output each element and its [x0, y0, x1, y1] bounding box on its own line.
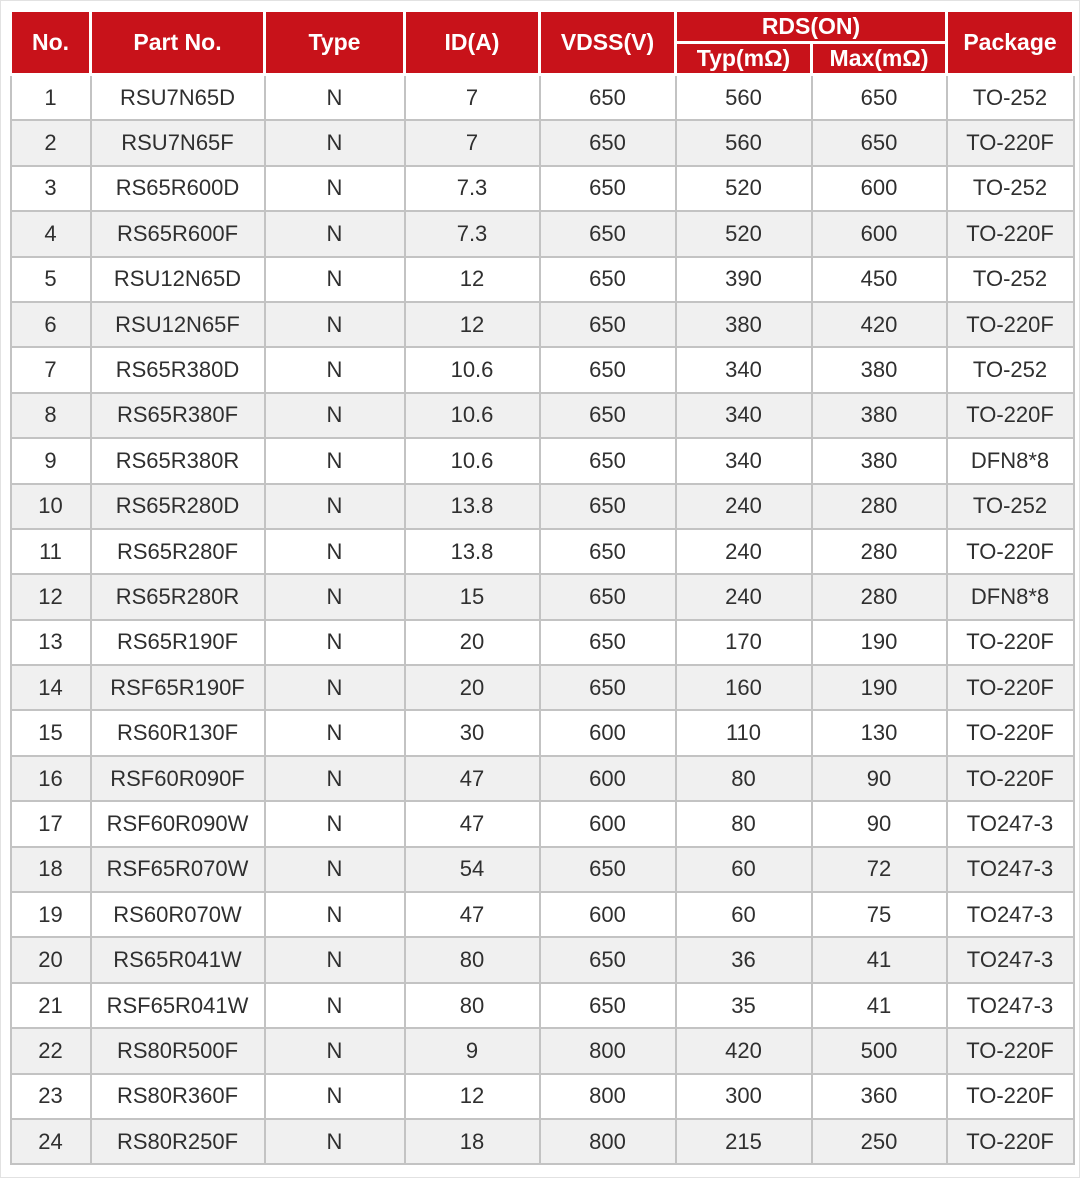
cell-package: TO-220F — [947, 120, 1074, 165]
cell-id: 7 — [405, 75, 540, 121]
cell-rds-max: 250 — [812, 1119, 947, 1164]
cell-vdss: 600 — [540, 801, 676, 846]
cell-part-no: RSU7N65D — [91, 75, 265, 121]
cell-id: 12 — [405, 302, 540, 347]
cell-rds-max: 600 — [812, 211, 947, 256]
cell-package: TO247-3 — [947, 892, 1074, 937]
cell-no: 2 — [11, 120, 91, 165]
cell-id: 30 — [405, 710, 540, 755]
cell-type: N — [265, 257, 405, 302]
cell-package: TO247-3 — [947, 983, 1074, 1028]
cell-package: TO-220F — [947, 1119, 1074, 1164]
cell-rds-typ: 520 — [676, 211, 812, 256]
col-header-type: Type — [265, 11, 405, 75]
cell-rds-max: 75 — [812, 892, 947, 937]
cell-part-no: RS80R250F — [91, 1119, 265, 1164]
cell-package: TO247-3 — [947, 937, 1074, 982]
cell-id: 7.3 — [405, 166, 540, 211]
cell-no: 18 — [11, 847, 91, 892]
cell-rds-typ: 340 — [676, 347, 812, 392]
table-row — [11, 1074, 1074, 1119]
cell-id: 15 — [405, 574, 540, 619]
table-row — [11, 983, 1074, 1028]
cell-no: 14 — [11, 665, 91, 710]
cell-rds-typ: 560 — [676, 75, 812, 121]
cell-rds-typ: 420 — [676, 1028, 812, 1073]
cell-vdss: 650 — [540, 529, 676, 574]
cell-part-no: RS60R130F — [91, 710, 265, 755]
cell-id: 80 — [405, 937, 540, 982]
cell-package: TO-220F — [947, 211, 1074, 256]
cell-type: N — [265, 1028, 405, 1073]
cell-part-no: RS65R600F — [91, 211, 265, 256]
table-row — [11, 438, 1074, 483]
cell-no: 15 — [11, 710, 91, 755]
table-body — [11, 75, 1074, 1165]
cell-rds-typ: 340 — [676, 438, 812, 483]
cell-part-no: RS65R280D — [91, 484, 265, 529]
cell-vdss: 650 — [540, 347, 676, 392]
cell-type: N — [265, 393, 405, 438]
cell-rds-max: 280 — [812, 484, 947, 529]
cell-rds-max: 190 — [812, 665, 947, 710]
cell-no: 17 — [11, 801, 91, 846]
cell-rds-max: 380 — [812, 347, 947, 392]
cell-vdss: 650 — [540, 211, 676, 256]
cell-id: 10.6 — [405, 438, 540, 483]
cell-package: TO-220F — [947, 302, 1074, 347]
cell-rds-max: 650 — [812, 120, 947, 165]
cell-id: 12 — [405, 257, 540, 302]
cell-vdss: 650 — [540, 937, 676, 982]
cell-type: N — [265, 574, 405, 619]
cell-vdss: 600 — [540, 892, 676, 937]
cell-id: 10.6 — [405, 393, 540, 438]
cell-package: TO-220F — [947, 756, 1074, 801]
cell-vdss: 650 — [540, 75, 676, 121]
cell-rds-max: 90 — [812, 801, 947, 846]
cell-package: TO247-3 — [947, 801, 1074, 846]
cell-part-no: RSF60R090W — [91, 801, 265, 846]
cell-package: TO-220F — [947, 529, 1074, 574]
cell-type: N — [265, 847, 405, 892]
cell-type: N — [265, 529, 405, 574]
cell-part-no: RS80R500F — [91, 1028, 265, 1073]
cell-type: N — [265, 211, 405, 256]
table-row — [11, 937, 1074, 982]
cell-rds-typ: 160 — [676, 665, 812, 710]
cell-no: 20 — [11, 937, 91, 982]
cell-no: 23 — [11, 1074, 91, 1119]
cell-id: 18 — [405, 1119, 540, 1164]
cell-rds-max: 41 — [812, 937, 947, 982]
cell-vdss: 650 — [540, 166, 676, 211]
table-header — [11, 11, 1074, 75]
cell-id: 7 — [405, 120, 540, 165]
cell-part-no: RSU12N65D — [91, 257, 265, 302]
cell-part-no: RSF65R190F — [91, 665, 265, 710]
cell-vdss: 650 — [540, 484, 676, 529]
table-row — [11, 211, 1074, 256]
col-header-rds-max: Max(mΩ) — [812, 43, 947, 75]
cell-vdss: 800 — [540, 1074, 676, 1119]
cell-rds-typ: 240 — [676, 484, 812, 529]
cell-rds-max: 650 — [812, 75, 947, 121]
cell-no: 8 — [11, 393, 91, 438]
cell-rds-max: 41 — [812, 983, 947, 1028]
cell-no: 5 — [11, 257, 91, 302]
cell-id: 12 — [405, 1074, 540, 1119]
cell-package: TO-220F — [947, 620, 1074, 665]
cell-part-no: RS65R190F — [91, 620, 265, 665]
cell-rds-typ: 390 — [676, 257, 812, 302]
cell-rds-max: 130 — [812, 710, 947, 755]
cell-rds-typ: 60 — [676, 847, 812, 892]
cell-no: 24 — [11, 1119, 91, 1164]
table-row — [11, 1028, 1074, 1073]
cell-id: 80 — [405, 983, 540, 1028]
cell-type: N — [265, 937, 405, 982]
table-row — [11, 665, 1074, 710]
table-row — [11, 892, 1074, 937]
cell-type: N — [265, 438, 405, 483]
cell-rds-max: 90 — [812, 756, 947, 801]
cell-rds-typ: 80 — [676, 756, 812, 801]
header-row-top — [11, 11, 1074, 43]
cell-part-no: RS60R070W — [91, 892, 265, 937]
col-header-rds-typ: Typ(mΩ) — [676, 43, 812, 75]
cell-package: TO-252 — [947, 484, 1074, 529]
cell-rds-typ: 36 — [676, 937, 812, 982]
cell-no: 6 — [11, 302, 91, 347]
cell-part-no: RS65R380F — [91, 393, 265, 438]
cell-vdss: 800 — [540, 1119, 676, 1164]
cell-part-no: RSU7N65F — [91, 120, 265, 165]
cell-rds-max: 500 — [812, 1028, 947, 1073]
cell-id: 47 — [405, 892, 540, 937]
col-header-rds-on: RDS(ON) — [676, 11, 947, 43]
cell-rds-typ: 170 — [676, 620, 812, 665]
cell-no: 4 — [11, 211, 91, 256]
cell-type: N — [265, 1074, 405, 1119]
table-row — [11, 120, 1074, 165]
cell-no: 21 — [11, 983, 91, 1028]
cell-type: N — [265, 120, 405, 165]
col-header-part-no: Part No. — [91, 11, 265, 75]
cell-rds-typ: 80 — [676, 801, 812, 846]
cell-package: TO247-3 — [947, 847, 1074, 892]
cell-type: N — [265, 347, 405, 392]
cell-rds-max: 600 — [812, 166, 947, 211]
cell-rds-max: 280 — [812, 529, 947, 574]
table-row — [11, 166, 1074, 211]
cell-rds-max: 190 — [812, 620, 947, 665]
cell-id: 20 — [405, 620, 540, 665]
table-row — [11, 801, 1074, 846]
cell-id: 13.8 — [405, 484, 540, 529]
cell-rds-typ: 35 — [676, 983, 812, 1028]
table-row — [11, 847, 1074, 892]
cell-package: TO-220F — [947, 710, 1074, 755]
cell-package: DFN8*8 — [947, 438, 1074, 483]
cell-vdss: 650 — [540, 302, 676, 347]
cell-no: 13 — [11, 620, 91, 665]
cell-no: 16 — [11, 756, 91, 801]
cell-part-no: RSF60R090F — [91, 756, 265, 801]
cell-rds-typ: 380 — [676, 302, 812, 347]
cell-rds-max: 420 — [812, 302, 947, 347]
table-row — [11, 574, 1074, 619]
cell-vdss: 650 — [540, 257, 676, 302]
cell-type: N — [265, 665, 405, 710]
cell-type: N — [265, 892, 405, 937]
cell-vdss: 600 — [540, 710, 676, 755]
cell-rds-typ: 300 — [676, 1074, 812, 1119]
cell-part-no: RS65R041W — [91, 937, 265, 982]
cell-rds-typ: 560 — [676, 120, 812, 165]
cell-package: TO-252 — [947, 166, 1074, 211]
cell-type: N — [265, 710, 405, 755]
cell-part-no: RS65R380D — [91, 347, 265, 392]
cell-rds-max: 380 — [812, 438, 947, 483]
cell-no: 19 — [11, 892, 91, 937]
col-header-vdss: VDSS(V) — [540, 11, 676, 75]
cell-vdss: 650 — [540, 574, 676, 619]
cell-no: 22 — [11, 1028, 91, 1073]
cell-part-no: RS65R280R — [91, 574, 265, 619]
cell-no: 11 — [11, 529, 91, 574]
col-header-no: No. — [11, 11, 91, 75]
table-row — [11, 393, 1074, 438]
cell-vdss: 650 — [540, 120, 676, 165]
cell-type: N — [265, 302, 405, 347]
cell-package: TO-220F — [947, 393, 1074, 438]
cell-vdss: 650 — [540, 438, 676, 483]
cell-part-no: RS65R280F — [91, 529, 265, 574]
cell-part-no: RS65R380R — [91, 438, 265, 483]
cell-type: N — [265, 75, 405, 121]
table-row — [11, 347, 1074, 392]
cell-type: N — [265, 166, 405, 211]
cell-vdss: 650 — [540, 665, 676, 710]
cell-type: N — [265, 484, 405, 529]
cell-no: 1 — [11, 75, 91, 121]
cell-id: 7.3 — [405, 211, 540, 256]
cell-rds-typ: 60 — [676, 892, 812, 937]
cell-vdss: 800 — [540, 1028, 676, 1073]
cell-no: 9 — [11, 438, 91, 483]
cell-id: 20 — [405, 665, 540, 710]
cell-part-no: RSF65R041W — [91, 983, 265, 1028]
cell-no: 10 — [11, 484, 91, 529]
cell-package: DFN8*8 — [947, 574, 1074, 619]
mosfet-selection-table — [9, 9, 1075, 1165]
cell-vdss: 650 — [540, 620, 676, 665]
table-row — [11, 75, 1074, 121]
col-header-package: Package — [947, 11, 1074, 75]
cell-rds-typ: 240 — [676, 574, 812, 619]
cell-rds-typ: 110 — [676, 710, 812, 755]
table-row — [11, 302, 1074, 347]
cell-type: N — [265, 620, 405, 665]
table-row — [11, 529, 1074, 574]
cell-id: 54 — [405, 847, 540, 892]
cell-part-no: RS80R360F — [91, 1074, 265, 1119]
cell-rds-typ: 240 — [676, 529, 812, 574]
table-row — [11, 710, 1074, 755]
cell-rds-typ: 215 — [676, 1119, 812, 1164]
cell-rds-max: 72 — [812, 847, 947, 892]
cell-rds-max: 360 — [812, 1074, 947, 1119]
table-row — [11, 484, 1074, 529]
cell-package: TO-252 — [947, 75, 1074, 121]
cell-package: TO-252 — [947, 257, 1074, 302]
cell-package: TO-220F — [947, 665, 1074, 710]
cell-no: 7 — [11, 347, 91, 392]
cell-package: TO-252 — [947, 347, 1074, 392]
cell-id: 47 — [405, 801, 540, 846]
cell-rds-typ: 340 — [676, 393, 812, 438]
cell-id: 13.8 — [405, 529, 540, 574]
cell-type: N — [265, 801, 405, 846]
col-header-id: ID(A) — [405, 11, 540, 75]
cell-type: N — [265, 756, 405, 801]
cell-vdss: 650 — [540, 393, 676, 438]
cell-id: 47 — [405, 756, 540, 801]
table-row — [11, 1119, 1074, 1164]
cell-id: 10.6 — [405, 347, 540, 392]
table-row — [11, 620, 1074, 665]
cell-part-no: RSF65R070W — [91, 847, 265, 892]
cell-type: N — [265, 983, 405, 1028]
cell-rds-max: 380 — [812, 393, 947, 438]
cell-part-no: RS65R600D — [91, 166, 265, 211]
cell-rds-max: 280 — [812, 574, 947, 619]
cell-rds-max: 450 — [812, 257, 947, 302]
table-row — [11, 756, 1074, 801]
cell-vdss: 600 — [540, 756, 676, 801]
cell-no: 12 — [11, 574, 91, 619]
cell-vdss: 650 — [540, 847, 676, 892]
cell-rds-typ: 520 — [676, 166, 812, 211]
cell-package: TO-220F — [947, 1028, 1074, 1073]
cell-id: 9 — [405, 1028, 540, 1073]
table-row — [11, 257, 1074, 302]
cell-type: N — [265, 1119, 405, 1164]
cell-no: 3 — [11, 166, 91, 211]
cell-package: TO-220F — [947, 1074, 1074, 1119]
cell-vdss: 650 — [540, 983, 676, 1028]
cell-part-no: RSU12N65F — [91, 302, 265, 347]
